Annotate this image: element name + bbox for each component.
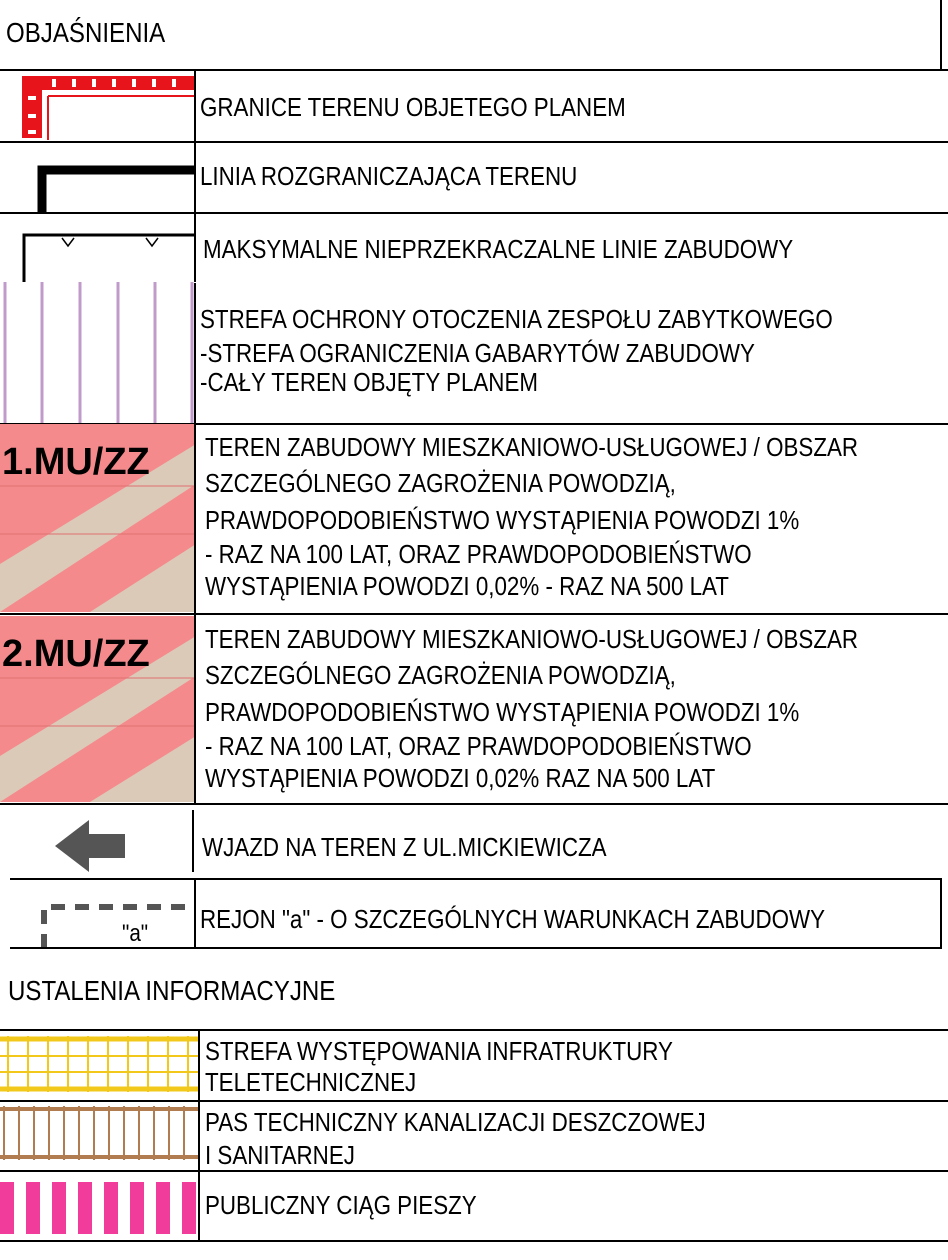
heritage-zone-symbol <box>0 282 196 424</box>
legend-text: PRAWDOPODOBIEŃSTWO WYSTĄPIENIA POWODZI 1% <box>205 697 800 727</box>
sewer-strip-symbol <box>0 1106 198 1160</box>
divider <box>192 810 194 872</box>
legend-text: WJAZD NA TEREN Z UL.MICKIEWICZA <box>202 832 607 862</box>
legend-text: TEREN ZABUDOWY MIESZKANIOWO-USŁUGOWEJ / OBSZAR <box>205 432 859 462</box>
legend-text: WYSTĄPIENIA POWODZI 0,02% RAZ NA 500 LAT <box>205 763 716 793</box>
divider <box>10 947 942 949</box>
divider <box>0 1170 948 1172</box>
region-label: "a" <box>122 920 149 947</box>
info-title: USTALENIA INFORMACYJNE <box>8 975 336 1006</box>
divider <box>0 803 948 805</box>
divider <box>940 0 942 70</box>
divider <box>194 213 196 283</box>
divider <box>194 614 196 804</box>
legend-text: TEREN ZABUDOWY MIESZKANIOWO-USŁUGOWEJ / OBSZAR <box>205 624 859 654</box>
demarcation-line-symbol <box>38 164 198 212</box>
info-text: STREFA WYSTĘPOWANIA INFRATRUKTURY <box>205 1036 673 1066</box>
region-boundary-symbol <box>40 902 196 948</box>
info-text: TELETECHNICZNEJ <box>205 1067 417 1097</box>
legend-text: MAKSYMALNE NIEPRZEKRACZALNE LINIE ZABUDOWY <box>203 234 794 264</box>
divider <box>194 283 196 423</box>
divider <box>194 70 196 142</box>
divider <box>10 878 942 880</box>
zone-code: 1.MU/ZZ <box>2 441 150 483</box>
info-text: PAS TECHNICZNY KANALIZACJI DESZCZOWEJ <box>205 1107 706 1137</box>
divider <box>194 142 196 214</box>
divider <box>0 1029 948 1031</box>
divider <box>0 1100 948 1102</box>
legend-title: OBJAŚNIENIA <box>6 17 166 48</box>
divider <box>0 69 948 71</box>
zone-code: 2.MU/ZZ <box>2 633 150 675</box>
legend-text: - RAZ NA 100 LAT, ORAZ PRAWDOPODOBIEŃSTWO <box>205 731 752 761</box>
legend-text: SZCZEGÓLNEGO ZAGROŻENIA POWODZIĄ, <box>205 660 676 690</box>
divider <box>198 1171 200 1241</box>
divider <box>940 878 942 949</box>
legend-text: -STREFA OGRANICZENIA GABARYTÓW ZABUDOWY <box>200 338 755 368</box>
telecom-grid-symbol <box>0 1036 198 1092</box>
info-text: I SANITARNEJ <box>205 1140 355 1170</box>
legend-text: GRANICE TERENU OBJETEGO PLANEM <box>200 92 626 122</box>
divider <box>0 1240 948 1242</box>
divider <box>194 879 196 949</box>
legend-text: -CAŁY TEREN OBJĘTY PLANEM <box>200 367 538 397</box>
arrow-left-icon <box>55 820 127 872</box>
divider <box>198 1101 200 1171</box>
legend-text: SZCZEGÓLNEGO ZAGROŻENIA POWODZIĄ, <box>205 468 676 498</box>
legend-text: LINIA ROZGRANICZAJĄCA TERENU <box>200 161 578 191</box>
building-line-symbol <box>22 232 198 282</box>
legend-text: - RAZ NA 100 LAT, ORAZ PRAWDOPODOBIEŃSTWO <box>205 539 752 569</box>
legend-text: WYSTĄPIENIA POWODZI 0,02% - RAZ NA 500 LAT <box>205 571 729 601</box>
info-text: PUBLICZNY CIĄG PIESZY <box>205 1190 477 1220</box>
divider <box>0 141 948 143</box>
divider <box>194 424 196 614</box>
divider <box>198 1030 200 1102</box>
legend-text: PRAWDOPODOBIEŃSTWO WYSTĄPIENIA POWODZI 1% <box>205 505 800 535</box>
divider <box>0 613 948 615</box>
legend-text: STREFA OCHRONY OTOCZENIA ZESPOŁU ZABYTKOWEGO <box>200 304 833 334</box>
boundary-symbol <box>20 74 196 140</box>
divider <box>0 212 948 214</box>
pedestrian-path-symbol <box>0 1182 198 1234</box>
legend-text: REJON "a" - O SZCZEGÓLNYCH WARUNKACH ZABUDOWY <box>200 904 826 934</box>
